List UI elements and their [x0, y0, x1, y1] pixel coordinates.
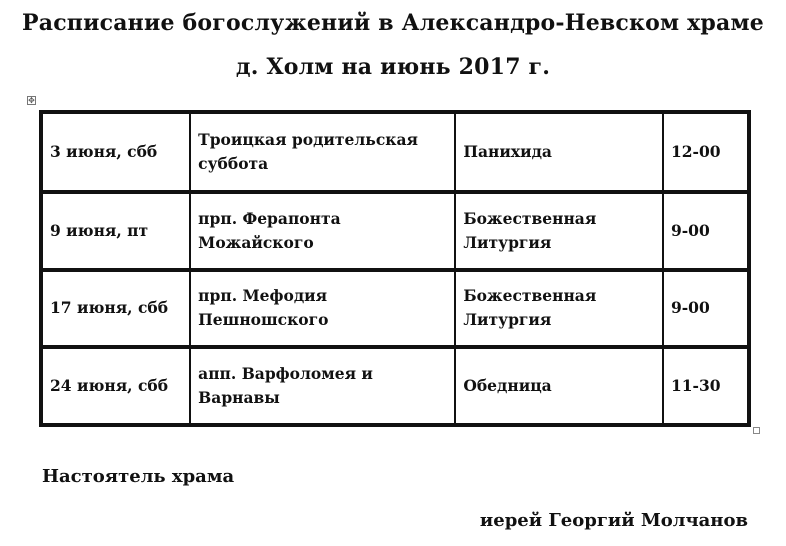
move-cross-icon[interactable]: ✥ — [28, 96, 35, 105]
occasion-text-2: Можайского — [198, 232, 314, 252]
occasion-text-2: Пешношского — [198, 310, 329, 330]
service-text-2: Литургия — [463, 232, 552, 252]
table-row — [42, 269, 748, 347]
occasion-cell[interactable] — [190, 346, 455, 424]
date-cell[interactable] — [42, 113, 190, 191]
occasion-text: Троицкая родительская — [198, 129, 418, 149]
date-text: 3 июня, сбб — [50, 141, 158, 161]
document-subtitle: д. Холм на июнь 2017 г. — [235, 54, 551, 80]
time-cell[interactable] — [663, 346, 748, 424]
date-text: 24 июня, сбб — [50, 376, 169, 396]
date-cell[interactable] — [42, 346, 190, 424]
schedule-table — [39, 110, 751, 427]
date-cell[interactable] — [42, 191, 190, 269]
rector-signature: иерей Георгий Молчанов — [479, 510, 748, 531]
service-cell[interactable] — [455, 113, 663, 191]
occasion-cell[interactable] — [190, 269, 455, 347]
time-text: 9-00 — [670, 298, 710, 318]
service-text: Обедница — [463, 376, 552, 396]
occasion-text: апп. Варфоломея и — [198, 364, 373, 384]
table-row — [42, 191, 748, 269]
service-text: Божественная — [463, 286, 597, 306]
service-cell[interactable] — [455, 346, 663, 424]
service-text: Панихида — [463, 141, 552, 161]
time-cell[interactable] — [663, 269, 748, 347]
service-cell[interactable] — [455, 269, 663, 347]
resize-square-icon[interactable] — [753, 427, 760, 434]
occasion-cell[interactable] — [190, 113, 455, 191]
date-cell[interactable] — [42, 269, 190, 347]
date-text: 17 июня, сбб — [50, 298, 169, 318]
date-text: 9 июня, пт — [50, 220, 149, 240]
occasion-text-2: Варнавы — [198, 388, 280, 408]
table-row — [42, 346, 748, 424]
time-cell[interactable] — [663, 113, 748, 191]
service-text: Божественная — [463, 208, 597, 228]
occasion-text: прп. Мефодия — [198, 286, 328, 306]
occasion-cell[interactable] — [190, 191, 455, 269]
occasion-text: прп. Ферапонта — [198, 208, 341, 228]
service-cell[interactable] — [455, 191, 663, 269]
time-text: 11-30 — [670, 376, 721, 396]
time-text: 9-00 — [670, 220, 710, 240]
service-text-2: Литургия — [463, 310, 552, 330]
rector-position: Настоятель храма — [42, 466, 235, 487]
document-title: Расписание богослужений в Александро-Невском храме — [22, 10, 764, 36]
occasion-text-2: суббота — [198, 153, 269, 173]
time-text: 12-00 — [670, 141, 721, 161]
time-cell[interactable] — [663, 191, 748, 269]
table-row — [42, 113, 748, 191]
